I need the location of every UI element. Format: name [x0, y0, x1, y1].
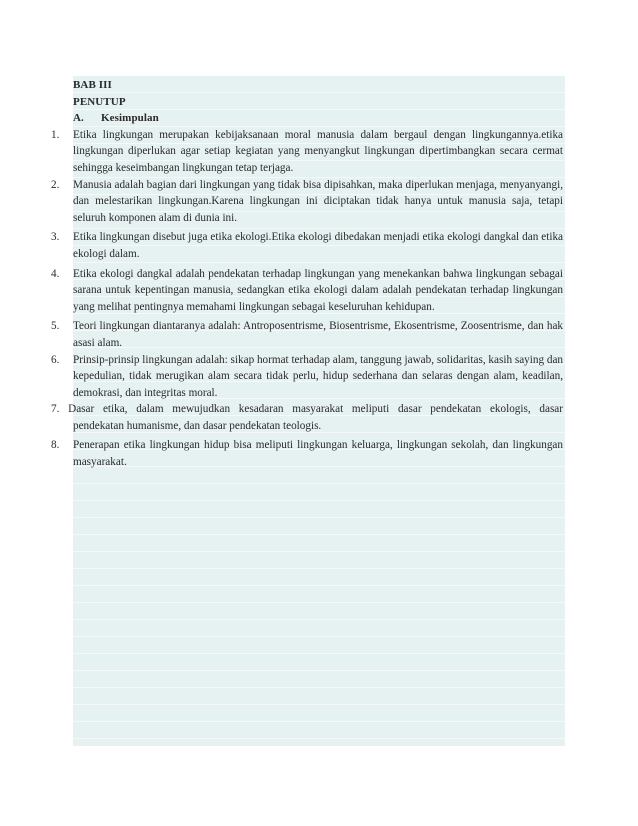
item-text: Penerapan etika lingkungan hidup bisa meliputi lingkungan keluarga, lingkungan sekolah, dan lingkungan masyarakat. — [73, 439, 563, 469]
section-title: Kesimpulan — [101, 112, 159, 125]
list-item — [51, 352, 563, 402]
list-item — [51, 229, 563, 262]
item-text: Prinsip-prinsip lingkungan adalah: sikap hormat terhadap alam, tanggung jawab, solidaritas, kasih saying dan kepedulian, tidak merugikan alam secara tidak perlu, hidup sederhana dan selaras dengan alam, keadilan, demokrasi, dan integritas moral. — [73, 353, 563, 399]
list-item — [51, 266, 563, 316]
item-number: 1. — [51, 128, 60, 141]
section-letter: A. — [73, 112, 84, 125]
item-number: 6. — [51, 353, 60, 366]
item-text: Etika lingkungan merupakan kebijaksanaan moral manusia dalam bergaul dengan lingkungannya.etika lingkungan diperlukan agar setiap kegiatan yang menyangkut lingkungan dipertimbangkan secara cermat sehingga keseimbangan lingkungan tetap terjaga. — [73, 128, 563, 174]
item-number: 5. — [51, 320, 60, 333]
list-item — [51, 401, 563, 434]
list-item — [51, 437, 563, 470]
item-number: 4. — [51, 267, 60, 280]
item-number: 2. — [51, 178, 60, 191]
item-number: 8. — [51, 439, 60, 452]
item-number: 7. — [51, 403, 60, 416]
list-item — [51, 127, 563, 177]
section-heading — [73, 110, 638, 127]
list-item — [51, 318, 563, 351]
item-text: Teori lingkungan diantaranya adalah: Antroposentrisme, Biosentrisme, Ekosentrisme, Zoosentrisme, dan hak asasi alam. — [73, 320, 563, 349]
item-text: Etika lingkungan disebut juga etika ekologi.Etika ekologi dibedakan menjadi etika ekologi dangkal dan etika ekologi dalam. — [73, 231, 563, 260]
item-text-first: Dasar etika, dalam mewujudkan kesadaran masyarakat meliputi dasar pendekatan ekologis, dasar — [68, 403, 563, 416]
item-text: Etika ekologi dangkal adalah pendekatan terhadap lingkungan yang menekankan bahwa lingkungan sebagai sarana untuk kepentingan manusia, sedangkan etika ekologi dalam adalah pendekatan terhadap lingkungan yang melihat pentingnya memahami lingkungan sebagai keseluruhan kehidupan. — [73, 267, 563, 313]
item-number: 3. — [51, 231, 60, 244]
chapter-label: BAB III — [73, 79, 112, 91]
list-item — [51, 177, 563, 227]
chapter-title: PENUTUP — [73, 95, 126, 108]
item-text-rest: pendekatan humanisme, dan dasar pendekatan teologis. — [73, 419, 322, 432]
document-body — [0, 77, 638, 471]
item-text: Manusia adalah bagian dari lingkungan yang tidak bisa dipisahkan, maka diperlukan menjaga, menyanyangi, dan melestarikan lingkungan.Karena lingkungan ini diciptakan tidak hanya untuk manusia saja, tetapi seluruh komponen alam di dunia ini. — [73, 178, 563, 224]
item-first-line — [51, 401, 563, 418]
